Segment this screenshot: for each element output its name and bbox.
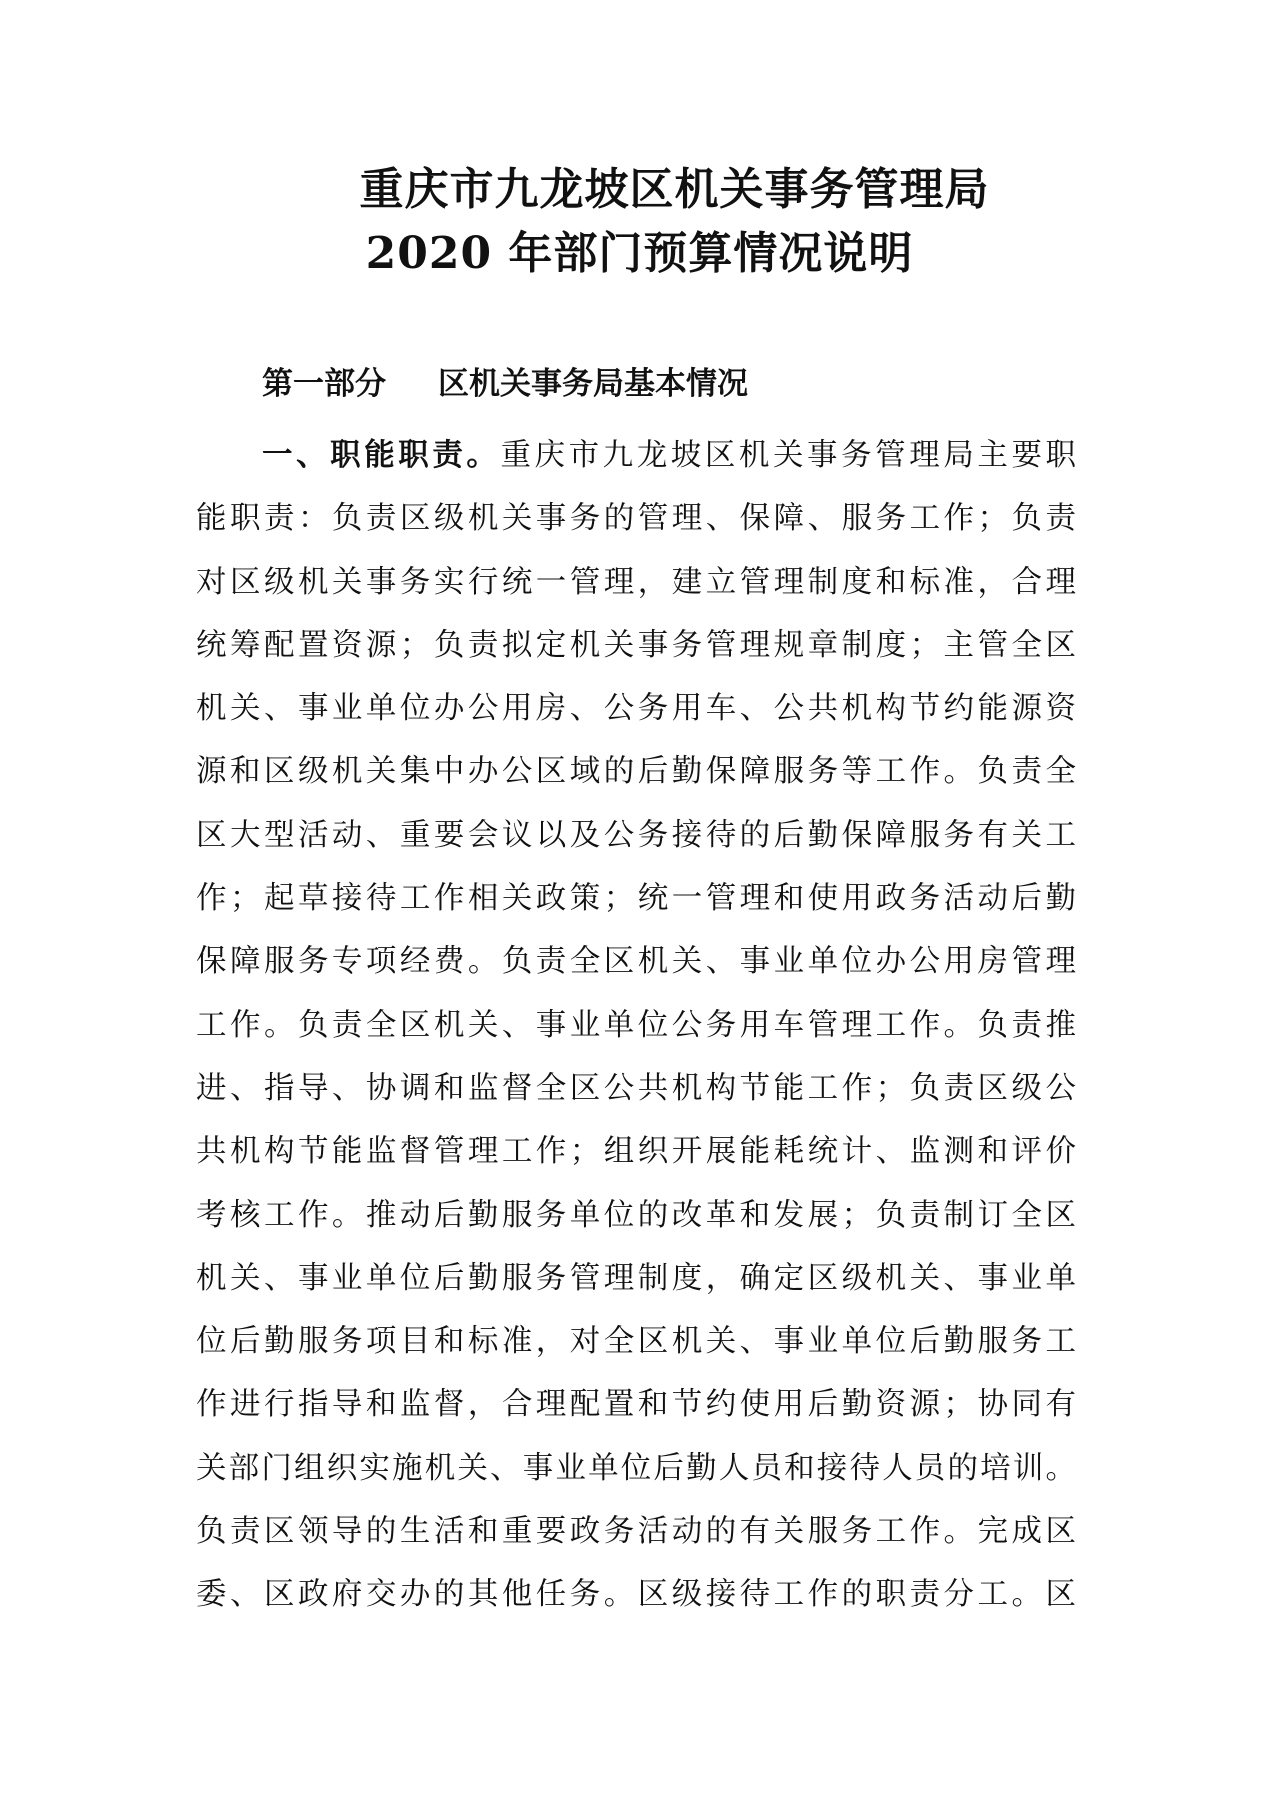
body-line: 委、区政府交办的其他任务。区级接待工作的职责分工。区 (196, 1577, 1076, 1613)
section-heading (262, 362, 748, 406)
body-line: 机关、事业单位办公用房、公务用车、公共机构节约能源资 (196, 691, 1076, 727)
body-line: 机关、事业单位后勤服务管理制度，确定区级机关、事业单 (196, 1260, 1076, 1296)
body-line: 作进行指导和监督，合理配置和节约使用后勤资源；协同有 (196, 1387, 1076, 1423)
body-line: 能职责：负责区级机关事务的管理、保障、服务工作；负责 (196, 501, 1076, 537)
paragraph-lead: 一、职能职责。 (262, 437, 501, 473)
body-line: 共机构节能监督管理工作；组织开展能耗统计、监测和评价 (196, 1134, 1076, 1170)
body-line: 源和区级机关集中办公区域的后勤保障服务等工作。负责全 (196, 754, 1076, 790)
body-line: 进、指导、协调和监督全区公共机构节能工作；负责区级公 (196, 1070, 1076, 1106)
body-line: 负责区领导的生活和重要政务活动的有关服务工作。完成区 (196, 1514, 1076, 1550)
body-line: 关部门组织实施机关、事业单位后勤人员和接待人员的培训。 (196, 1450, 1076, 1486)
section-part-label: 第一部分 (262, 366, 386, 402)
body-line: 工作。负责全区机关、事业单位公务用车管理工作。负责推 (196, 1007, 1076, 1043)
body-line: 位后勤服务项目和标准，对全区机关、事业单位后勤服务工 (196, 1324, 1076, 1360)
body-line: 考核工作。推动后勤服务单位的改革和发展；负责制订全区 (196, 1197, 1076, 1233)
body-line: 区大型活动、重要会议以及公务接待的后勤保障服务有关工 (196, 817, 1076, 853)
body-line: 统筹配置资源；负责拟定机关事务管理规章制度；主管全区 (196, 627, 1076, 663)
body-line: 对区级机关事务实行统一管理，建立管理制度和标准，合理 (196, 564, 1076, 600)
body-line: 作；起草接待工作相关政策；统一管理和使用政务活动后勤 (196, 881, 1076, 917)
section-name: 区机关事务局基本情况 (438, 366, 748, 402)
document-title-line-2: 2020 年部门预算情况说明 (365, 228, 914, 279)
body-line (196, 424, 1076, 487)
body-paragraph (196, 424, 1076, 1627)
body-line-text: 重庆市九龙坡区机关事务管理局主要职 (500, 438, 1077, 473)
document-title-line-1: 重庆市九龙坡区机关事务管理局 (359, 164, 990, 215)
body-line: 保障服务专项经费。负责全区机关、事业单位办公用房管理 (196, 944, 1076, 980)
